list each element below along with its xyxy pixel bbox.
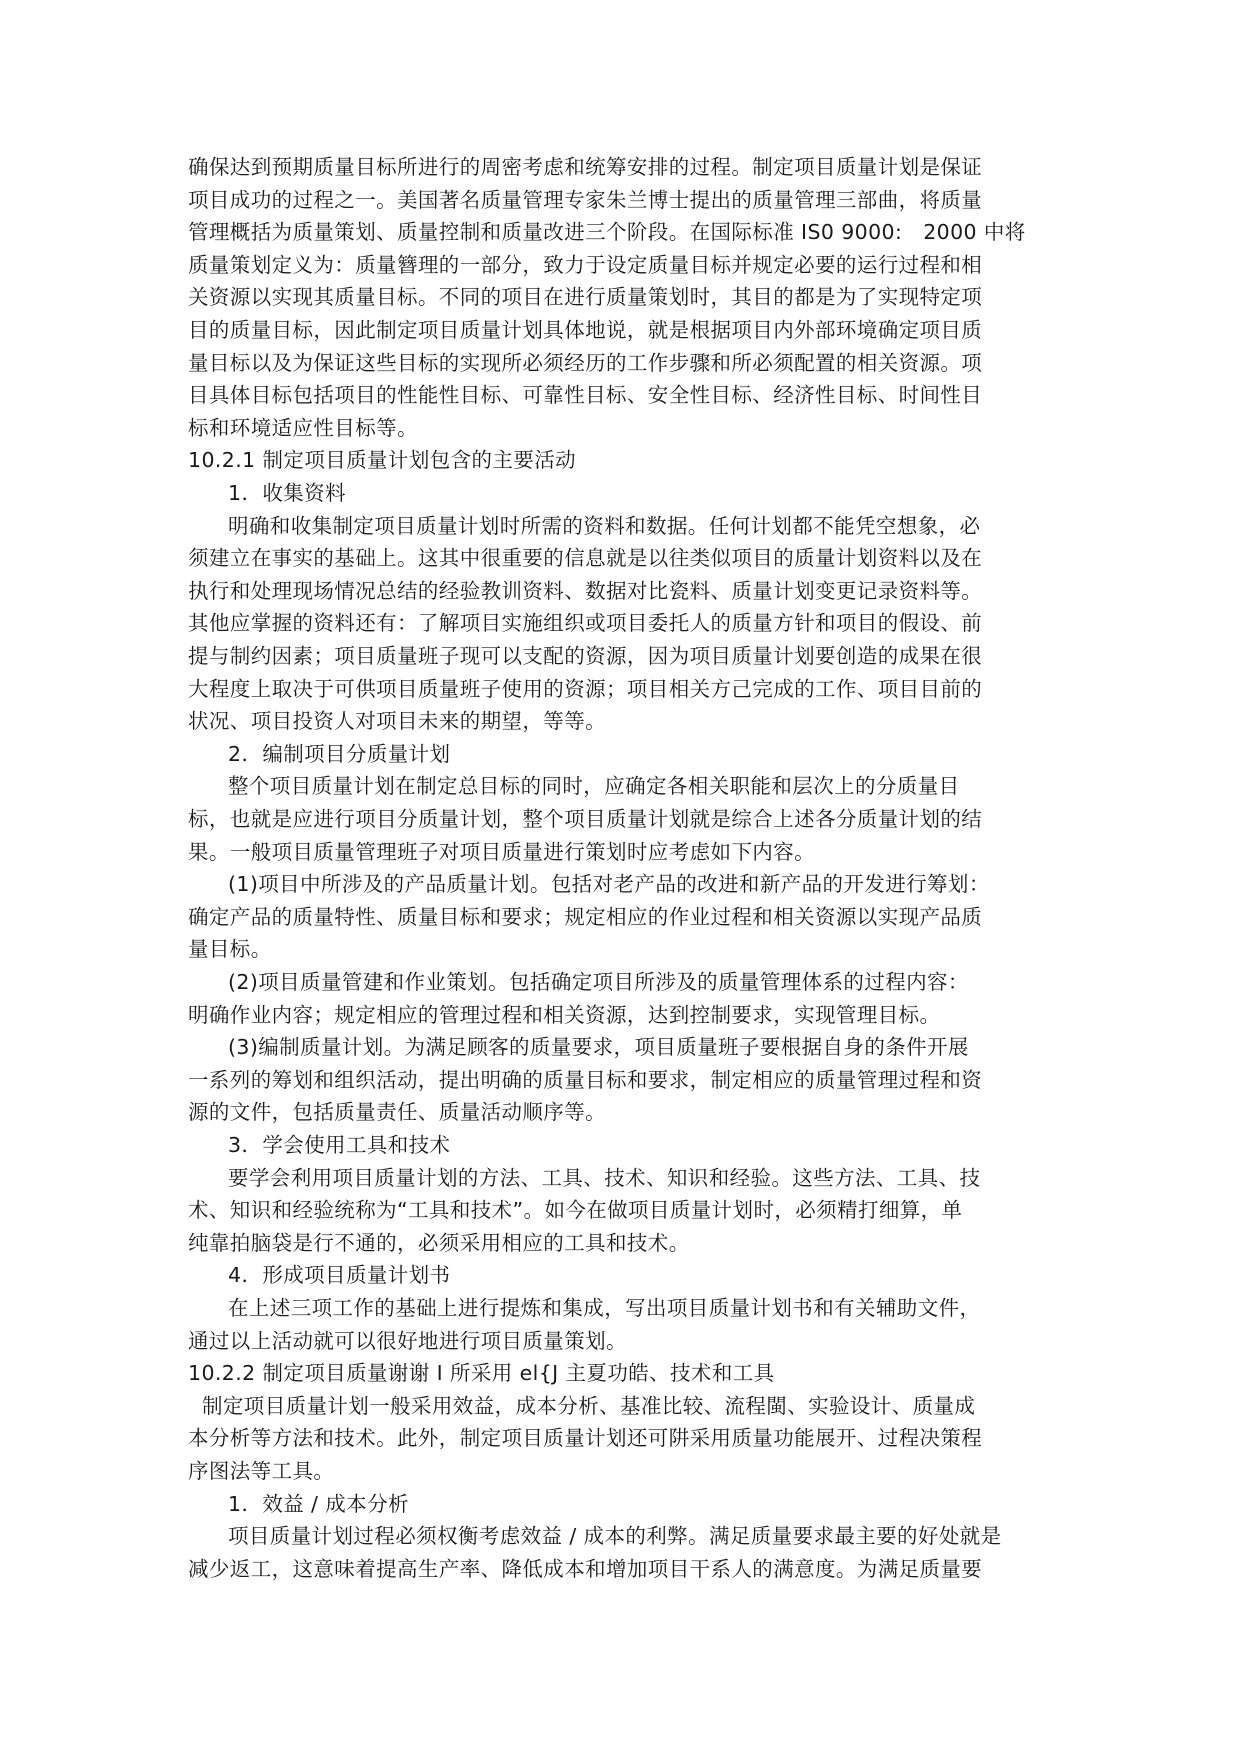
text-line: 项目质量计划过程必须权衡考虑效益 / 成本的利弊。满足质量要求最主要的好处就是	[228, 1524, 1002, 1549]
text-line: 量目标。	[188, 937, 272, 962]
text-line: 果。一般项目质量管理班子对项目质量进行策划时应考虑如下内容。	[188, 839, 815, 864]
text-line: 标和环境适应性目标等。	[188, 415, 418, 440]
text-line: 序图法等工具。	[188, 1459, 335, 1483]
text-line: 关资源以实现其质量目标。不同的项目在进行质量策划时，其目的都是为了实现特定项	[188, 285, 983, 310]
text-line: 术、知识和经验统称为“工具和技术”。如今在做项目质量计划时，必须精打细算，单	[188, 1198, 963, 1223]
text-line: 4．形成项目质量计划书	[228, 1263, 451, 1288]
text-line: 减少返工，这意味着提高生产率、降低成本和增加项目干系人的满意度。为满足质量要	[188, 1556, 983, 1581]
text-line: 本分析等方法和技术。此外，制定项目质量计划还可阱采用质量功能展开、过程决策程	[188, 1426, 983, 1451]
text-line: (1)项目中所涉及的产品质量计划。包括对老产品的改进和新产品的开发进行筹划：	[228, 872, 990, 897]
text-line: 其他应掌握的资料还有：了解项目实施组织或项目委托人的质量方针和项目的假设、前	[188, 611, 983, 636]
text-line: 目具体目标包括项目的性能性目标、可靠性目标、安全性目标、经济性目标、时间性目	[188, 383, 983, 408]
text-line: 量目标以及为保证这些目标的实现所必须经历的工作步骤和所必须配置的相关资源。项	[188, 350, 983, 375]
text-line: 3．学会使用工具和技术	[228, 1133, 451, 1157]
text-line: 明确和收集制定项目质量计划时所需的资料和数据。任何计划都不能凭空想象，必	[228, 513, 981, 538]
text-line: 执行和处理现场情况总结的经验教训资料、数据对比瓷料、质量计划变更记录资料等。	[188, 578, 983, 603]
text-line: 通过以上活动就可以很好地进行项目质量策划。	[188, 1328, 627, 1353]
text-line: 须建立在事实的基础上。这其中很重要的信息就是以往类似项目的质量计划资料以及在	[188, 546, 983, 571]
text-line: 确保达到预期质量目标所进行的周密考虑和统筹安排的过程。制定项目质量计划是保证	[188, 155, 983, 179]
text-line: 在上述三项工作的基础上进行提炼和集成，写出项目质量计划书和有关辅助文件，	[228, 1296, 981, 1320]
text-line: 状况、项目投资人对项目未来的期望，等等。	[188, 709, 606, 734]
text-line: 目的质量目标，因此制定项目质量计划具体地说，就是根据项目内外部环境确定项目质	[188, 318, 983, 342]
text-line: 纯靠拍脑袋是行不通的，必须采用相应的工具和技术。	[188, 1230, 690, 1255]
text-line: 大程度上取决于可供项目质量班子使用的资源；项目相关方己完成的工作、项目目前的	[188, 676, 983, 701]
text-line: 源的文件，包括质量责任、质量活动顺序等。	[188, 1100, 606, 1125]
text-line: 明确作业内容；规定相应的管理过程和相关资源，达到控制要求，实现管理目标。	[188, 1002, 941, 1027]
text-line: 一系列的筹划和组织活动，提出明确的质量目标和要求，制定相应的质量管理过程和资	[188, 1067, 983, 1092]
text-line: 要学会利用项目质量计划的方法、工具、技术、知识和经验。这些方法、工具、技	[228, 1165, 981, 1190]
text-line: (2)项目质量管建和作业策划。包括确定项目所涉及的质量管理体系的过程内容：	[228, 970, 969, 994]
text-line: 10.2.2 制定项目质量谢谢 I 所采用 el{J 主夏功皓、技术和工具	[188, 1361, 775, 1386]
text-line: 整个项目质量计划在制定总目标的同时，应确定各相关职能和层次上的分质量目	[228, 774, 960, 799]
text-line: 标，也就是应进行项目分质量计划，整个项目质量计划就是综合上述各分质量计划的结	[188, 807, 983, 831]
text-line: 10.2.1 制定项目质量计划包含的主要活动	[188, 448, 577, 473]
text-line: 管理概括为质量策划、质量控制和质量改进三个阶段。在国际标准 IS0 9000: 2000 中将	[188, 220, 1026, 245]
text-line: 1．效益 / 成本分析	[228, 1491, 409, 1516]
text-line: 确定产品的质量特性、质量目标和要求；规定相应的作业过程和相关资源以实现产品质	[188, 904, 983, 929]
text-line: 1．收集资料	[228, 481, 346, 505]
text-line: 质量策划定义为：质量簪理的一部分，致力于设定质量目标并规定必要的运行过程和相	[188, 252, 983, 277]
text-line: 制定项目质量计划一般采用效益，成本分析、基准比较、流程閩、实验设计、质量成	[202, 1393, 976, 1418]
text-line: (3)编制质量计划。为满足顾客的质量要求，项目质量班子要根据自身的条件开展	[228, 1035, 969, 1060]
text-line: 2．编制项目分质量计划	[228, 741, 451, 766]
text-line: 提与制约因素；项目质量班子现可以支配的资源，因为项目质量计划要创造的成果在很	[188, 644, 983, 668]
text-line: 项目成功的过程之一。美国著名质量管理专家朱兰博士提出的质量管理三部曲，将质量	[188, 187, 983, 212]
